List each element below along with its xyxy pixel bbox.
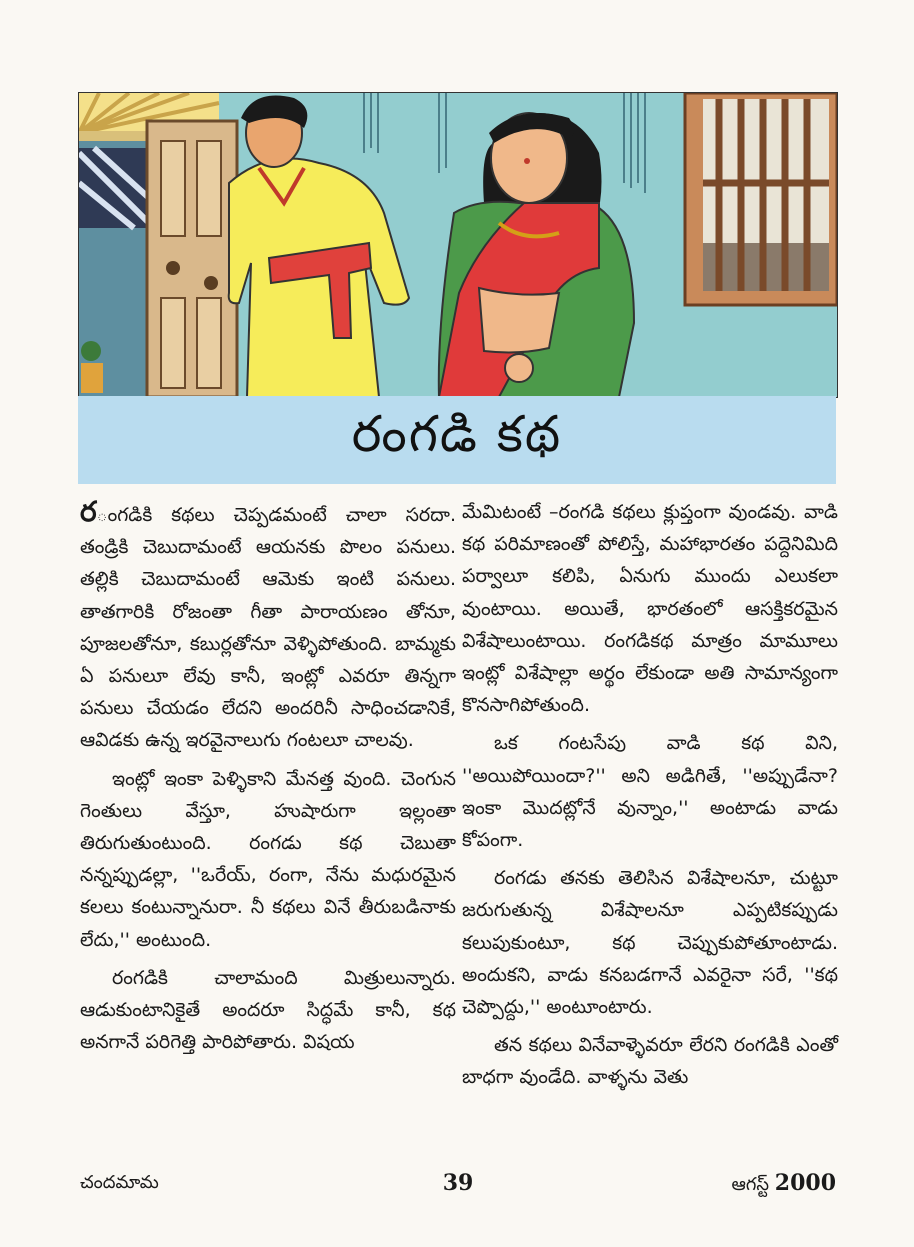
page-number: 39 [442,1170,474,1196]
text-column-left [80,496,456,1064]
magazine-name: చందమామ [80,1172,159,1193]
story-title: రంగడి కథ [351,404,563,463]
issue-date [732,1170,836,1199]
paragraph: ఇంట్లో ఇంకా పెళ్ళికాని మేనత్త వుంది. చెంగున గెంతులు వేస్తూ, హుషారుగా ఇల్లంతా తిరుగుతుంటుంది. రంగడు కథ చెబుతా నన్నప్పుడల్లా, ''ఒరేయ్, రంగా, నేను మధురమైన కలలు కంటున్నానురా. నీ కథలు వినే తీరుబడినాకు లేదు,'' అంటుంది. [80,767,456,951]
illustration-artwork [79,93,837,397]
paragraph: రంగడికి చాలామంది మిత్రులున్నారు. ఆడుకుంటానికైతే అందరూ సిద్ధమే కానీ, కథ అనగానే పరిగెత్తి పారిపోతారు. విషయ [80,966,456,1054]
drop-cap: ర [80,495,97,528]
paragraph: రంగడు తనకు తెలిసిన విశేషాలనూ, చుట్టూ జరుగుతున్న విశేషాలనూ ఎప్పటికప్పుడు కలుపుకుంటూ, కథ చెప్పుకుపోతూంటాడు. అందుకని, వాడు కనబడగానే ఎవరైనా సరే, ''కథ చెప్పొద్దు,'' అంటూంటారు. [462,867,838,1019]
title-banner [78,396,836,484]
story-illustration [78,92,838,398]
paragraph: ఒక గంటసేపు వాడి కథ విని, ''అయిపోయిందా?'' అని అడిగితే, ''అప్పుడేనా? ఇంకా మొదట్లోనే వున్నాం,'' అంటాడు వాడు కోపంగా. [462,732,838,852]
paragraph: తన కథలు వినేవాళ్ళెవరూ లేరని రంగడికి ఎంతో బాధగా వుండేది. వాళ్ళను వెతు [462,1034,838,1089]
paragraph: రంగడికి కథలు చెప్పడమంటే చాలా సరదా. తండ్రికి చెబుదామంటే ఆయనకు పొలం పనులు. తల్లికి చెబుదామంటే ఆమెకు ఇంటి పనులు. తాతగారికి రోజంతా గీతా పారాయణం తోనూ, పూజలతోనూ, కబుర్లతోనూ వెళ్ళిపోతుంది. బామ్మకు ఏ పనులూ లేవు కానీ, ఇంట్లో ఎవరూ తిన్నగా పనులు చేయడం లేదని అందరినీ సాధించడానికే, ఆవిడకు ఉన్న ఇరవైనాలుగు గంటలూ చాలవు. [80,495,456,752]
issue-month: ఆగస్ట్ [731,1174,770,1195]
text-column-right [462,496,838,1100]
paragraph: మేమిటంటే –రంగడి కథలు క్లుప్తంగా వుండవు. వాడి కథ పరిమాణంతో పోలిస్తే, మహాభారతం పద్దెనిమిది పర్వాలూ కలిపి, ఏనుగు ముందు ఎలుకలా వుంటాయి. అయితే, భారతంలో ఆసక్తికరమైన విశేషాలుంటాయి. రంగడికథ మాత్రం మామూలు ఇంట్లో విశేషాల్లా అర్థం లేకుండా అతి సామాన్యంగా కొనసాగిపోతుంది. [462,501,838,717]
page-footer [80,1172,836,1202]
issue-year: 2000 [774,1170,836,1196]
